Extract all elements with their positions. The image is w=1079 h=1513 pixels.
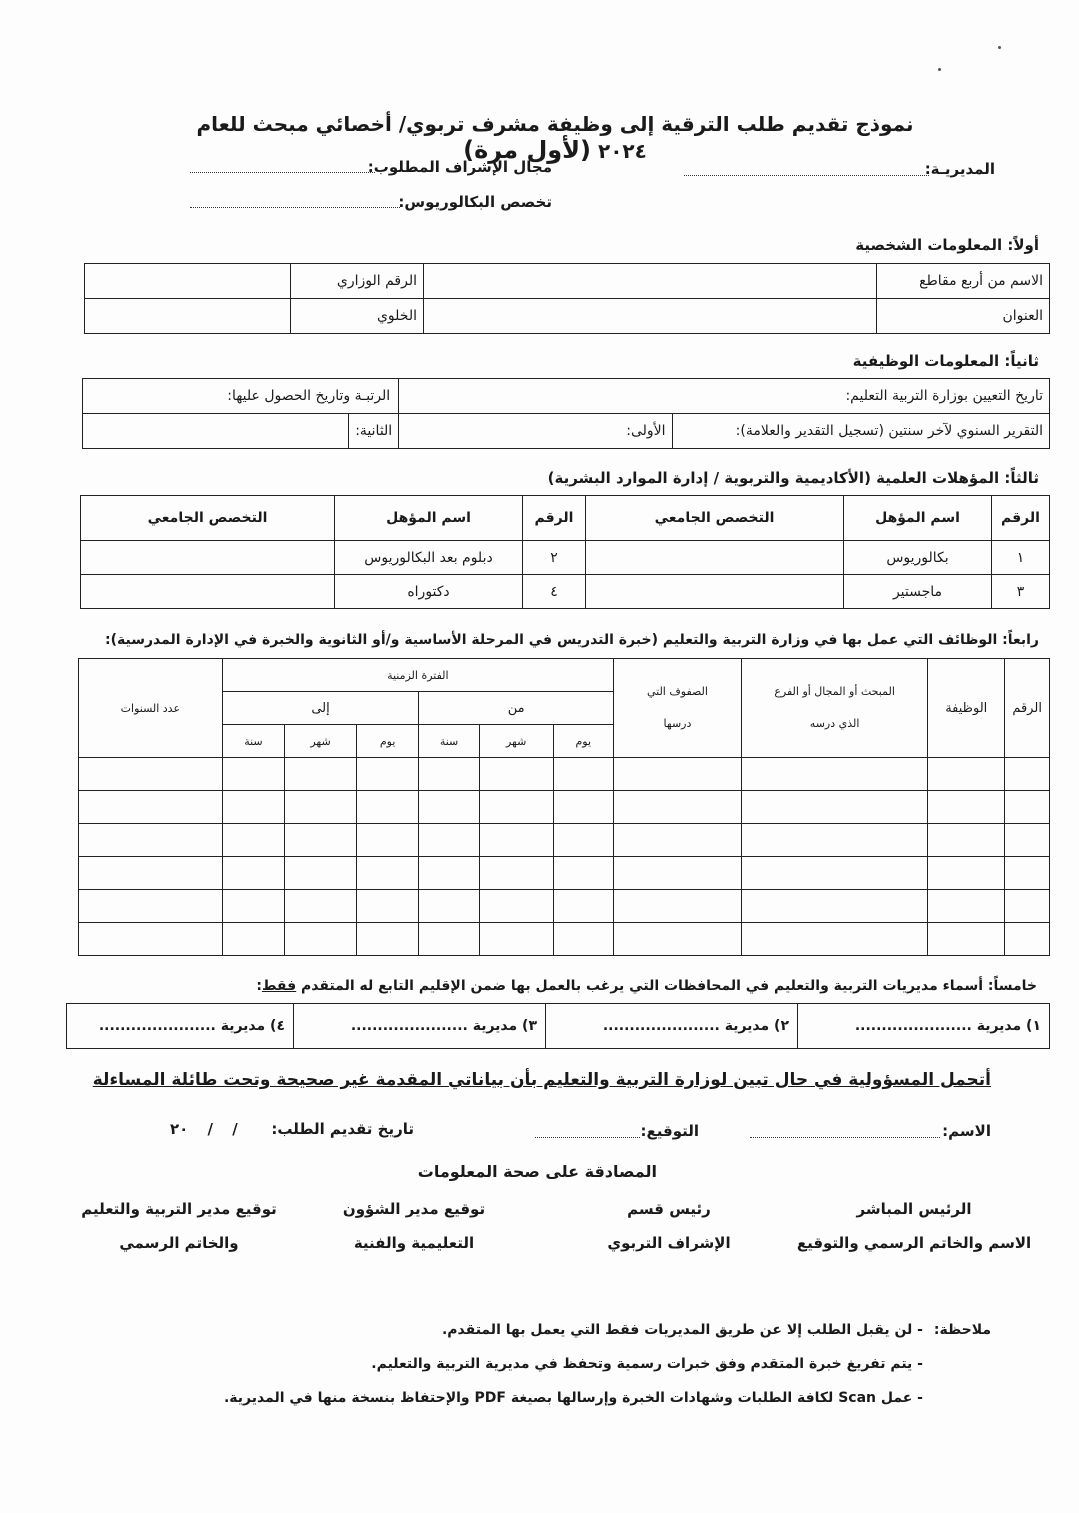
- directorates-title-colon: :: [256, 978, 262, 994]
- cell[interactable]: [222, 791, 284, 824]
- qual-name: دبلوم بعد البكالوريوس: [335, 541, 523, 575]
- sig-line2: الإشراف التربوي: [607, 1234, 731, 1252]
- qual-no: ٢: [523, 541, 586, 575]
- cell[interactable]: [553, 758, 613, 791]
- signature-direct-manager: [794, 1192, 1034, 1260]
- cell[interactable]: [741, 758, 927, 791]
- cell[interactable]: [79, 791, 223, 824]
- note-3: - عمل Scan لكافة الطلبات وشهادات الخبرة وإرسالها بصيغة PDF والإحتفاظ بنسخة منها في المديرية.: [223, 1390, 923, 1406]
- cell[interactable]: [613, 923, 741, 956]
- directorate-choice-3[interactable]: ٣) مديرية ......................: [294, 1004, 546, 1049]
- sig-line1: رئيس قسم: [627, 1200, 711, 1218]
- cell[interactable]: [285, 857, 357, 890]
- applicant-signature-input[interactable]: [535, 1137, 640, 1138]
- cell[interactable]: [479, 923, 553, 956]
- cell[interactable]: [419, 890, 479, 923]
- second-year-input[interactable]: [83, 414, 349, 449]
- cell[interactable]: [222, 890, 284, 923]
- section-jobs-title: رابعاً: الوظائف التي عمل بها في وزارة التربية والتعليم (خبرة التدريس في المرحلة الأساسية و/أو الثانوية والخبرة في الإدارة المدرسية):: [105, 632, 1039, 648]
- qual-no: ١: [992, 541, 1050, 575]
- cell[interactable]: [479, 791, 553, 824]
- to-year: سنة: [222, 725, 284, 758]
- jobs-col-grades: [613, 659, 741, 758]
- cell[interactable]: [613, 857, 741, 890]
- qual-name: دكتوراه: [335, 575, 523, 609]
- cell[interactable]: [356, 758, 418, 791]
- responsibility-pledge: أتحمل المسؤولية في حال تبين لوزارة التربية والتعليم بأن بياناتي المقدمة غير صحيحة وتحت طائلة المساءلة: [92, 1070, 991, 1090]
- directorate-choice-4[interactable]: ٤) مديرية ......................: [67, 1004, 294, 1049]
- title-emphasis: (لأول مرة): [463, 136, 592, 164]
- cell[interactable]: [613, 890, 741, 923]
- qual-col-spec: التخصص الجامعي: [81, 496, 335, 541]
- table-row: [79, 758, 1050, 791]
- sig-line2: الاسم والخاتم الرسمي والتوقيع: [796, 1234, 1032, 1252]
- cell[interactable]: [222, 758, 284, 791]
- section-personal-title: أولاً: المعلومات الشخصية: [855, 236, 1039, 254]
- table-row: [79, 923, 1050, 956]
- subject-header-line1: المبحث أو المجال أو الفرع: [774, 685, 895, 698]
- sig-line1: توقيع مدير التربية والتعليم: [81, 1200, 277, 1218]
- qual-col-name: اسم المؤهل: [335, 496, 523, 541]
- application-date-input[interactable]: / / ٢٠: [170, 1120, 238, 1138]
- jobs-col-period: الفترة الزمنية: [222, 659, 613, 692]
- qual-spec-input[interactable]: [586, 575, 844, 609]
- from-month: شهر: [479, 725, 553, 758]
- qual-name: ماجستير: [844, 575, 992, 609]
- jobs-col-subject: [741, 659, 927, 758]
- table-row: [79, 857, 1050, 890]
- qual-col-name: اسم المؤهل: [844, 496, 992, 541]
- cell[interactable]: [356, 824, 418, 857]
- cell[interactable]: [79, 758, 223, 791]
- directorate-choice-2[interactable]: ٢) مديرية ......................: [546, 1004, 798, 1049]
- jobs-history-table: [78, 658, 1050, 956]
- cell[interactable]: [1005, 857, 1050, 890]
- applicant-signature-label: التوقيع:: [640, 1122, 699, 1140]
- from-year: سنة: [419, 725, 479, 758]
- sig-line1: الرئيس المباشر: [856, 1200, 972, 1218]
- cell[interactable]: [356, 890, 418, 923]
- appointment-date-label: تاريخ التعيين بوزارة التربية التعليم:: [399, 379, 1050, 414]
- cell[interactable]: [613, 824, 741, 857]
- section-directorates-title: [256, 978, 1037, 994]
- cell[interactable]: [479, 890, 553, 923]
- cell[interactable]: [222, 824, 284, 857]
- cell[interactable]: [553, 857, 613, 890]
- table-row: [79, 791, 1050, 824]
- qualifications-table: [80, 495, 1050, 609]
- cell[interactable]: [613, 758, 741, 791]
- cell[interactable]: [79, 857, 223, 890]
- name-label: الاسم من أربع مقاطع: [877, 264, 1050, 299]
- cell[interactable]: [928, 791, 1005, 824]
- notes-label: ملاحظة:: [933, 1322, 991, 1338]
- ministry-no-input[interactable]: [85, 264, 291, 299]
- qual-col-no: الرقم: [992, 496, 1050, 541]
- directorates-title-text: خامساً: أسماء مديريات التربية والتعليم في المحافظات التي يرغب بالعمل بها ضمن الإقليم التابع له المتقدم: [296, 978, 1037, 994]
- supervision-field-label: مجال الإشراف المطلوب:: [367, 158, 552, 176]
- note-1: - لن يقبل الطلب إلا عن طريق المديريات فقط التي يعمل بها المتقدم.: [441, 1322, 923, 1338]
- cell[interactable]: [1005, 923, 1050, 956]
- note-2: - يتم تفريغ خبرة المتقدم وفق خبرات رسمية وتحفظ في مديرية التربية والتعليم.: [371, 1356, 923, 1372]
- cell[interactable]: [928, 890, 1005, 923]
- cell[interactable]: [419, 824, 479, 857]
- second-year-label: الثانية:: [349, 414, 399, 449]
- certification-title: المصادقة على صحة المعلومات: [417, 1162, 657, 1181]
- directorate-field[interactable]: [684, 175, 929, 176]
- cell[interactable]: [553, 824, 613, 857]
- qual-spec-input[interactable]: [586, 541, 844, 575]
- period-from: من: [419, 692, 614, 725]
- ministry-no-label: الرقم الوزاري: [291, 264, 424, 299]
- cell[interactable]: [285, 758, 357, 791]
- cell[interactable]: [553, 791, 613, 824]
- section-qualifications-title: ثالثاً: المؤهلات العلمية (الأكاديمية والتربوية / إدارة الموارد البشرية): [547, 469, 1039, 487]
- directorates-title-emph: فقط: [261, 978, 297, 994]
- cell[interactable]: [222, 923, 284, 956]
- jobs-col-job: الوظيفة: [928, 659, 1005, 758]
- cell[interactable]: [479, 824, 553, 857]
- form-title: [170, 112, 940, 164]
- cell[interactable]: [285, 791, 357, 824]
- sig-line2: التعليمية والفنية: [353, 1234, 475, 1252]
- rank-label: الرتبـة وتاريخ الحصول عليها:: [83, 379, 399, 414]
- cell[interactable]: [285, 890, 357, 923]
- mobile-label: الخلوي: [291, 299, 424, 334]
- table-row: [79, 824, 1050, 857]
- grades-header-line1: الصفوف التي: [646, 685, 708, 698]
- address-label: العنوان: [877, 299, 1050, 334]
- cell[interactable]: [356, 923, 418, 956]
- qual-no: ٤: [523, 575, 586, 609]
- title-text: نموذج تقديم طلب الترقية إلى وظيفة مشرف تربوي/ أخصائي مبحث للعام ٢٠٢٤: [196, 112, 914, 163]
- cell[interactable]: [285, 923, 357, 956]
- jobs-col-years: عدد السنوات: [79, 659, 223, 758]
- cell[interactable]: [1005, 791, 1050, 824]
- subject-header-line2: الذي درسه: [809, 717, 860, 730]
- directorate-choice-1[interactable]: ١) مديرية ......................: [798, 1004, 1050, 1049]
- personal-info-table: [84, 263, 1050, 334]
- scan-mark: [938, 68, 941, 71]
- qual-col-no: الرقم: [523, 496, 586, 541]
- cell[interactable]: [741, 923, 927, 956]
- cell[interactable]: [419, 758, 479, 791]
- job-info-table: [82, 378, 1050, 449]
- cell[interactable]: [928, 857, 1005, 890]
- qual-no: ٣: [992, 575, 1050, 609]
- grades-header-line2: درسها: [663, 717, 692, 730]
- qual-col-spec: التخصص الجامعي: [586, 496, 844, 541]
- cell[interactable]: [356, 857, 418, 890]
- from-day: يوم: [553, 725, 613, 758]
- cell[interactable]: [741, 791, 927, 824]
- cell[interactable]: [479, 758, 553, 791]
- cell[interactable]: [928, 824, 1005, 857]
- scan-mark: [998, 46, 1001, 49]
- cell[interactable]: [222, 857, 284, 890]
- sig-line1: توقيع مدير الشؤون: [342, 1200, 486, 1218]
- cell[interactable]: [1005, 758, 1050, 791]
- cell[interactable]: [479, 857, 553, 890]
- section-job-title: ثانياً: المعلومات الوظيفية: [852, 352, 1039, 370]
- name-input[interactable]: [424, 264, 877, 299]
- cell[interactable]: [419, 923, 479, 956]
- cell[interactable]: [741, 890, 927, 923]
- cell[interactable]: [419, 791, 479, 824]
- table-row: [79, 890, 1050, 923]
- jobs-col-no: الرقم: [1005, 659, 1050, 758]
- signature-department-head: [599, 1192, 739, 1260]
- period-to: إلى: [222, 692, 419, 725]
- cell[interactable]: [553, 923, 613, 956]
- first-year-label: الأولى:: [399, 414, 672, 449]
- cell[interactable]: [553, 890, 613, 923]
- applicant-name-label: الاسم:: [942, 1122, 991, 1140]
- bachelor-specialty-input[interactable]: [190, 207, 400, 208]
- cell[interactable]: [928, 923, 1005, 956]
- cell[interactable]: [1005, 890, 1050, 923]
- cell[interactable]: [928, 758, 1005, 791]
- bachelor-specialty-label: تخصص البكالوريوس:: [398, 193, 552, 211]
- qual-spec-input[interactable]: [81, 541, 335, 575]
- cell[interactable]: [419, 857, 479, 890]
- cell[interactable]: [356, 791, 418, 824]
- cell[interactable]: [79, 923, 223, 956]
- directorate-label: المديريـة:: [924, 160, 995, 178]
- annual-report-label: التقرير السنوي لآخر سنتين (تسجيل التقدير والعلامة):: [672, 414, 1049, 449]
- sig-line2: والخاتم الرسمي: [119, 1234, 239, 1252]
- address-input[interactable]: [424, 299, 877, 334]
- cell[interactable]: [79, 824, 223, 857]
- to-month: شهر: [285, 725, 357, 758]
- mobile-input[interactable]: [85, 299, 291, 334]
- qual-spec-input[interactable]: [81, 575, 335, 609]
- cell[interactable]: [741, 857, 927, 890]
- cell[interactable]: [741, 824, 927, 857]
- supervision-field-input[interactable]: [190, 172, 375, 173]
- applicant-name-input[interactable]: [750, 1137, 940, 1138]
- cell[interactable]: [285, 824, 357, 857]
- qual-name: بكالوريوس: [844, 541, 992, 575]
- cell[interactable]: [1005, 824, 1050, 857]
- signature-education-director: [79, 1192, 279, 1260]
- to-day: يوم: [356, 725, 418, 758]
- directorates-table: [66, 1003, 1050, 1049]
- cell[interactable]: [613, 791, 741, 824]
- signature-affairs-director: [334, 1192, 494, 1260]
- cell[interactable]: [79, 890, 223, 923]
- application-date-label: تاريخ تقديم الطلب:: [271, 1120, 414, 1138]
